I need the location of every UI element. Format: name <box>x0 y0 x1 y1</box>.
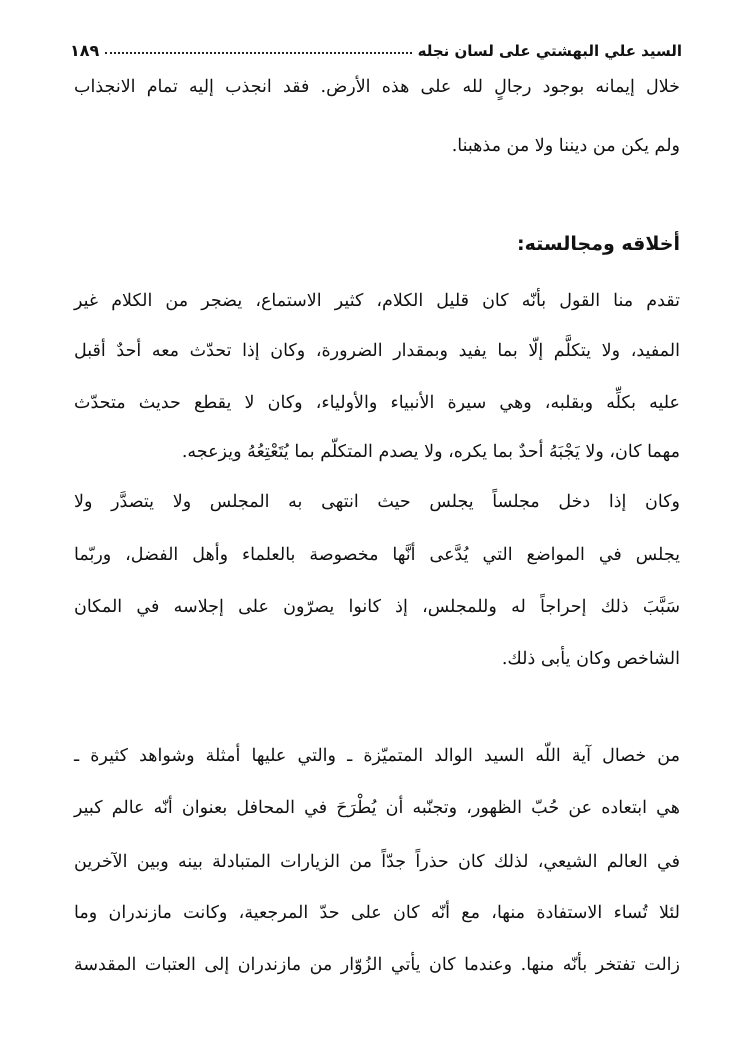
text-line: لئلا تُساء الاستفادة منها، مع أنّه كان على حدّ المرجعية، وكانت مازندران وما <box>74 903 680 923</box>
text-line: في العالم الشيعي، لذلك كان حذراً جدّاً من الزيارات المتبادلة بينه وبين الآخرين <box>74 852 680 872</box>
text-line: مهما كان، ولا يَجْبَهُ أحدٌ بما يكره، ولا يصدم المتكلّم بما يُتَعْتِعُهُ ويزعجه. <box>181 442 680 462</box>
running-header <box>70 30 682 60</box>
text-line: سَبَّبَ ذلك إحراجاً له وللمجلس، إذ كانوا يصرّون على إجلاسه في المكان <box>74 597 680 617</box>
text-line: هي ابتعاده عن حُبّ الظهور، وتجنّبه أن يُطْرَحَ في المحافل بعنوان أنّه عالم كبير <box>74 798 680 818</box>
dotted-leader <box>105 52 411 54</box>
text-line: عليه بكلِّه وبقلبه، وهي سيرة الأنبياء والأولياء، وكان لا يقطع حديث متحدّث <box>74 393 680 413</box>
section-heading: أخلاقه ومجالسته: <box>517 233 680 255</box>
running-title: السيد علي البهشتي على لسان نجله <box>417 42 682 60</box>
page-number: ١٨٩ <box>70 41 100 60</box>
text-line: الشاخص وكان يأبى ذلك. <box>501 649 680 669</box>
text-line: تقدم منا القول بأنّه كان قليل الكلام، كثير الاستماع، يضجر من الكلام غير <box>74 291 680 311</box>
text-line: خلال إيمانه بوجود رجالٍ لله على هذه الأرض. فقد انجذب إليه تمام الانجذاب <box>74 77 680 97</box>
text-line: ولم يكن من ديننا ولا من مذهبنا. <box>451 136 680 156</box>
text-line: يجلس في المواضع التي يُدَّعى أنَّها مخصوصة بالعلماء وأهل الفضل، وربّما <box>74 545 680 565</box>
text-line: من خصال آية اللّه السيد الوالد المتميّزة ـ والتي عليها أمثلة وشواهد كثيرة ـ <box>74 746 680 766</box>
text-line: زالت تفتخر بأنّه منها. وعندما كان يأتي الزُوّار من مازندران إلى العتبات المقدسة <box>74 955 680 975</box>
text-line: وكان إذا دخل مجلساً يجلس حيث انتهى به المجلس ولا يتصدَّر ولا <box>74 492 680 512</box>
text-line: المفيد، ولا يتكلَّم إلّا بما يفيد وبمقدار الضرورة، وكان إذا تحدّث معه أحدٌ أقبل <box>74 341 680 361</box>
